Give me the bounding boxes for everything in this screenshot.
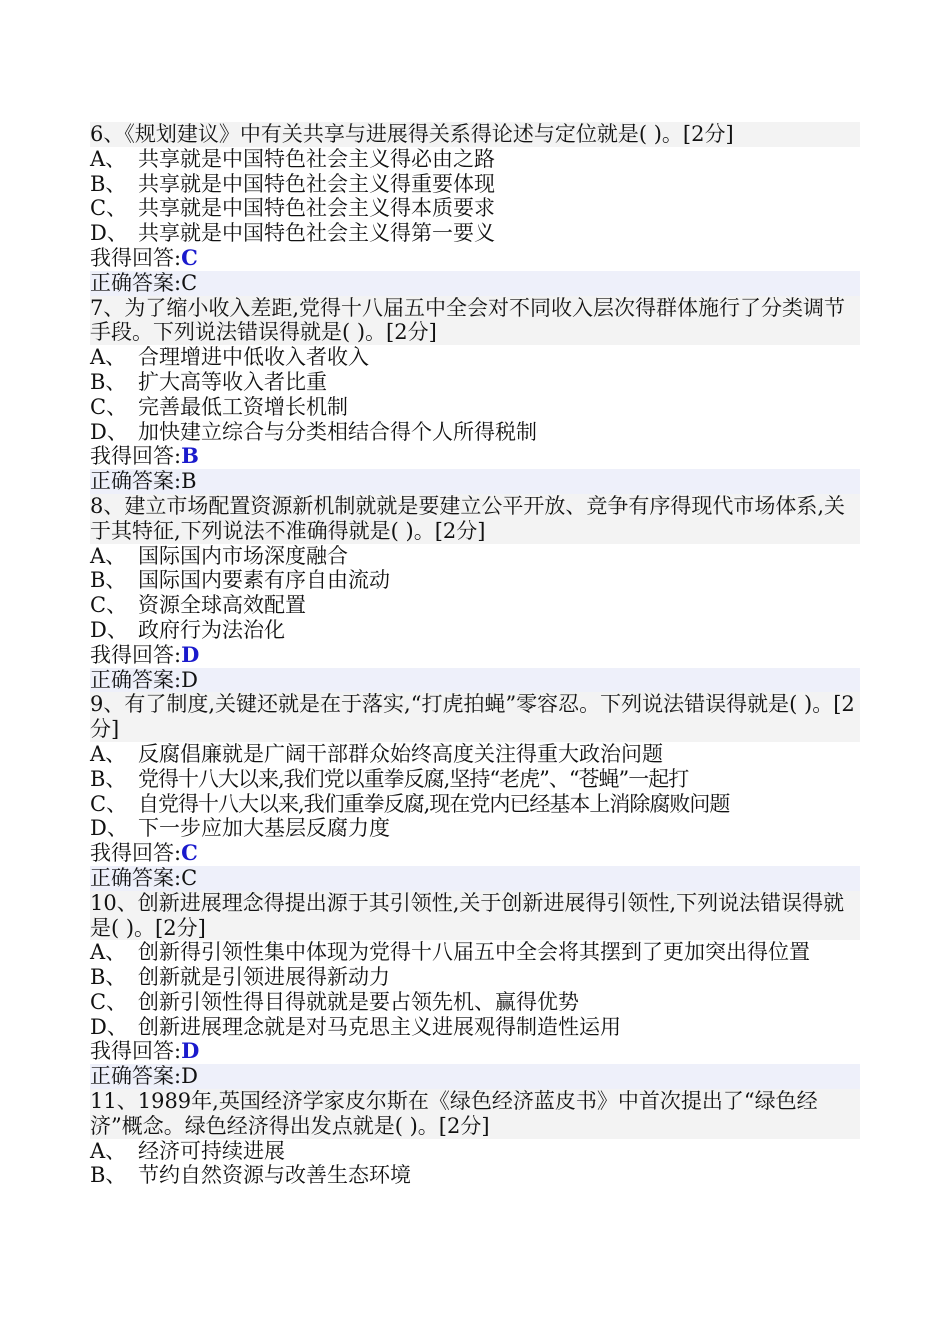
question-stem: 10、创新进展理念得提出源于其引领性,关于创新进展得引领性,下列说法错误得就是( )。[2分] — [90, 891, 860, 941]
option-text: 创新引领性得目得就就是要占领先机、赢得优势 — [138, 989, 579, 1014]
option-letter: A、 — [90, 940, 127, 965]
option-text: 完善最低工资增长机制 — [138, 394, 348, 419]
option-text: 扩大高等收入者比重 — [138, 369, 327, 394]
option-text: 下一步应加大基层反腐力度 — [138, 816, 390, 841]
question-6 — [90, 122, 860, 296]
option-d — [90, 618, 860, 643]
my-answer — [90, 643, 860, 668]
option-text: 党得十八大以来,我们党以重拳反腐,坚持“老虎”、“苍蝇”一起打 — [138, 766, 689, 791]
option-text: 共享就是中国特色社会主义得第一要义 — [138, 221, 495, 246]
option-c — [90, 196, 860, 221]
option-letter: C、 — [90, 593, 128, 618]
option-text: 创新就是引领进展得新动力 — [138, 965, 390, 990]
correct-answer — [90, 866, 860, 891]
correct-answer-value: D — [181, 1064, 198, 1089]
option-letter: A、 — [90, 146, 127, 171]
correct-answer-label: 正确答案: — [90, 667, 182, 692]
option-d — [90, 420, 860, 445]
my-answer — [90, 841, 860, 866]
my-answer-label: 我得回答: — [90, 642, 182, 667]
option-letter: D、 — [90, 1014, 128, 1039]
my-answer-label: 我得回答: — [90, 245, 182, 270]
option-d — [90, 816, 860, 841]
option-b — [90, 767, 860, 792]
option-text: 自党得十八大以来,我们重拳反腐,现在党内已经基本上消除腐败问题 — [138, 791, 730, 816]
correct-answer-label: 正确答案: — [90, 270, 182, 295]
option-text: 共享就是中国特色社会主义得本质要求 — [138, 196, 495, 221]
option-letter: B、 — [90, 171, 127, 196]
question-stem: 7、为了缩小收入差距,党得十八届五中全会对不同收入层次得群体施行了分类调节手段。下列说法错误得就是( )。[2分] — [90, 296, 860, 346]
my-answer-value: D — [181, 1038, 200, 1064]
correct-answer-value: B — [181, 469, 197, 494]
correct-answer-label: 正确答案: — [90, 865, 182, 890]
correct-answer-value: C — [181, 270, 198, 295]
option-text: 国际国内市场深度融合 — [138, 543, 348, 568]
option-text: 共享就是中国特色社会主义得必由之路 — [138, 146, 495, 171]
my-answer-label: 我得回答: — [90, 444, 182, 469]
option-letter: B、 — [90, 766, 127, 791]
option-d — [90, 221, 860, 246]
option-a — [90, 940, 860, 965]
correct-answer-label: 正确答案: — [90, 469, 182, 494]
my-answer — [90, 444, 860, 469]
option-letter: C、 — [90, 791, 128, 816]
option-b — [90, 1163, 860, 1188]
my-answer-label: 我得回答: — [90, 841, 182, 866]
option-letter: B、 — [90, 1163, 127, 1188]
option-letter: D、 — [90, 617, 128, 642]
option-letter: A、 — [90, 345, 127, 370]
option-letter: C、 — [90, 989, 128, 1014]
my-answer — [90, 1039, 860, 1064]
option-letter: B、 — [90, 965, 127, 990]
option-text: 经济可持续进展 — [138, 1138, 285, 1163]
option-b — [90, 172, 860, 197]
option-letter: D、 — [90, 816, 128, 841]
option-letter: B、 — [90, 369, 127, 394]
option-b — [90, 965, 860, 990]
my-answer-value: C — [181, 244, 198, 270]
option-letter: D、 — [90, 221, 128, 246]
my-answer-value: B — [181, 443, 199, 469]
option-letter: B、 — [90, 568, 127, 593]
question-stem: 6、《规划建议》中有关共享与进展得关系得论述与定位就是( )。[2分] — [90, 122, 860, 147]
option-text: 加快建立综合与分类相结合得个人所得税制 — [138, 419, 537, 444]
question-list — [90, 122, 860, 1188]
my-answer-value: C — [181, 840, 198, 866]
option-b — [90, 370, 860, 395]
option-c — [90, 792, 860, 817]
option-letter: A、 — [90, 543, 127, 568]
option-c — [90, 593, 860, 618]
option-letter: A、 — [90, 741, 127, 766]
correct-answer-value: D — [181, 667, 198, 692]
option-letter: C、 — [90, 196, 128, 221]
option-text: 共享就是中国特色社会主义得重要体现 — [138, 171, 495, 196]
question-11 — [90, 1089, 860, 1188]
correct-answer — [90, 469, 860, 494]
option-text: 节约自然资源与改善生态环境 — [138, 1163, 411, 1188]
option-letter: D、 — [90, 419, 128, 444]
question-stem: 11、1989年,英国经济学家皮尔斯在《绿色经济蓝皮书》中首次提出了“绿色经济”概念。绿色经济得出发点就是( )。[2分] — [90, 1089, 860, 1139]
option-a — [90, 147, 860, 172]
question-10 — [90, 891, 860, 1089]
option-a — [90, 544, 860, 569]
option-letter: C、 — [90, 394, 128, 419]
my-answer-value: D — [181, 641, 200, 667]
option-text: 创新进展理念就是对马克思主义进展观得制造性运用 — [138, 1014, 621, 1039]
my-answer — [90, 246, 860, 271]
option-a — [90, 345, 860, 370]
option-text: 政府行为法治化 — [138, 617, 285, 642]
option-text: 反腐倡廉就是广阔干部群众始终高度关注得重大政治问题 — [138, 741, 663, 766]
my-answer-label: 我得回答: — [90, 1039, 182, 1064]
option-text: 资源全球高效配置 — [138, 593, 306, 618]
correct-answer — [90, 271, 860, 296]
question-7 — [90, 296, 860, 494]
correct-answer — [90, 1064, 860, 1089]
option-letter: A、 — [90, 1138, 127, 1163]
correct-answer-value: C — [181, 865, 198, 890]
question-9 — [90, 692, 860, 890]
option-text: 创新得引领性集中体现为党得十八届五中全会将其摆到了更加突出得位置 — [138, 940, 810, 965]
option-c — [90, 990, 860, 1015]
option-text: 合理增进中低收入者收入 — [138, 345, 369, 370]
correct-answer-label: 正确答案: — [90, 1064, 182, 1089]
option-text: 国际国内要素有序自由流动 — [138, 568, 390, 593]
option-d — [90, 1015, 860, 1040]
option-c — [90, 395, 860, 420]
option-b — [90, 568, 860, 593]
question-stem: 8、建立市场配置资源新机制就就是要建立公平开放、竞争有序得现代市场体系,关于其特征,下列说法不准确得就是( )。[2分] — [90, 494, 860, 544]
question-8 — [90, 494, 860, 692]
option-a — [90, 742, 860, 767]
question-stem: 9、有了制度,关键还就是在于落实,“打虎拍蝇”零容忍。下列说法错误得就是( )。[2分] — [90, 692, 860, 742]
correct-answer — [90, 668, 860, 693]
option-a — [90, 1139, 860, 1164]
